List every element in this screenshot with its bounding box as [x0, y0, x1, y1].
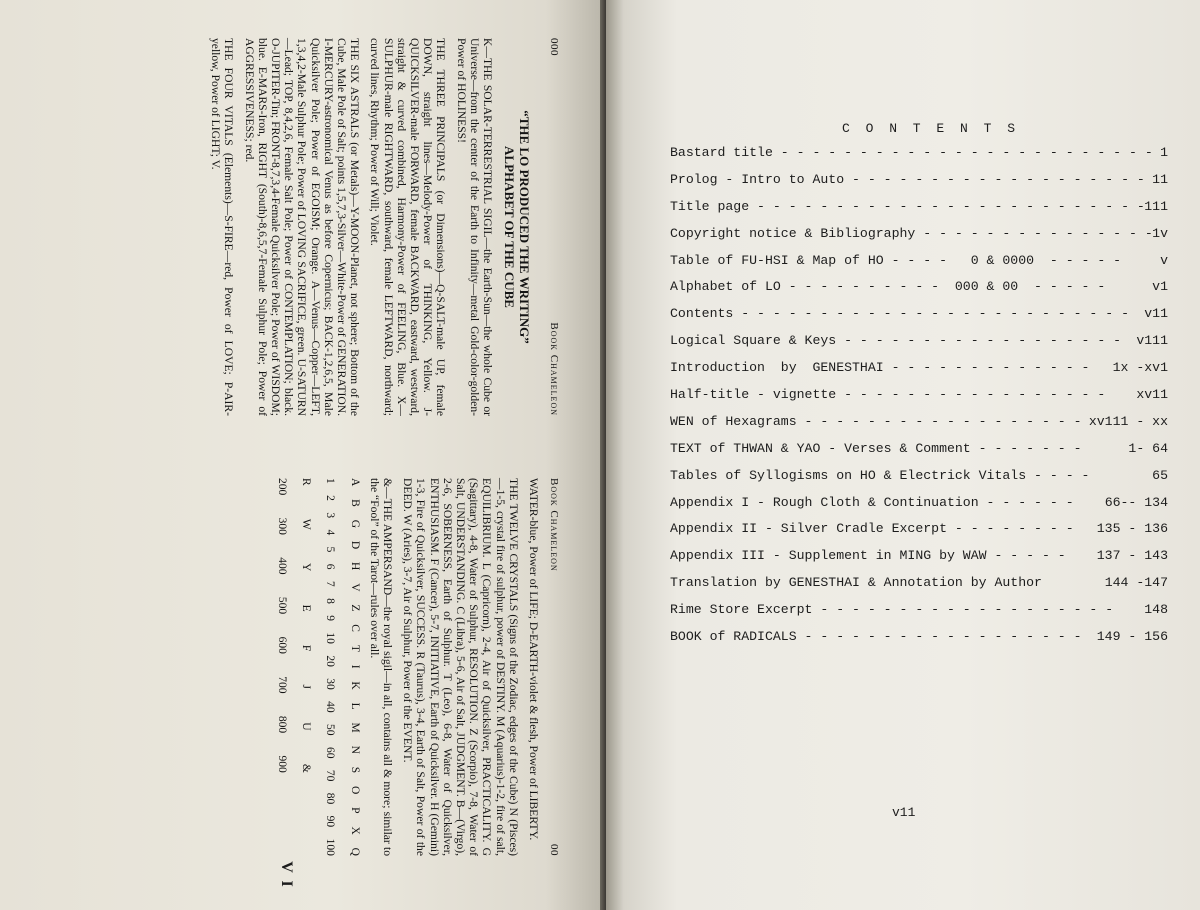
contents-entry-title: BOOK of RADICALS - - - - - - - - - - - - - - - - - - [670, 629, 1082, 645]
paragraph-three-principals: THE THREE PRINCIPALS (or Dimensions)—Q-SALT-male UP, female DOWN, straight lines—Melody-Power of THINKING, Yellow. J-QUICKSILVER-male FORWARD, female BACKWARD, eastward, westward, straight & curved combined, Harmony-Power of FEELING, Blue. X—SULPHUR-male RIGHTWARD, southward, female LEFTWARD, northward; curved lines, Rhythm; Power of Will; Violet. [368, 38, 448, 416]
contents-entry [670, 355, 1170, 382]
alphabet-cell: 20 [324, 655, 337, 667]
contents-entry-page: 1v [1152, 225, 1168, 241]
contents-entry-page: 1x -xv1 [1112, 360, 1168, 376]
contents-entry-title: Copyright notice & Bibliography - - - - - - - - - - - - - - - [670, 225, 1153, 241]
alphabet-cell: 800 [275, 715, 288, 734]
chapter-title-line-2: ALPHABET OF THE CUBE [502, 146, 517, 308]
alphabet-cell: 8 [324, 598, 337, 604]
contents-entry [670, 328, 1170, 355]
folio-top-left: 000 [548, 38, 560, 56]
alphabet-cell: 4 [324, 529, 337, 536]
contents-entry-page: v [1160, 252, 1168, 268]
contents-entry-title: Prolog - Intro to Auto - - - - - - - - - - - - - - - - - - - [670, 171, 1145, 187]
right-column [30, 478, 560, 856]
contents-entry-page: 137 - 143 [1096, 548, 1168, 564]
contents-entry [670, 436, 1170, 463]
alphabet-cell: 1 [324, 478, 337, 484]
contents-entry-title: Appendix III - Supplement in MING by WAW - - - - - [670, 548, 1066, 564]
contents-entry-page: v111 [1136, 333, 1168, 349]
contents-entry-title: Appendix I - Rough Cloth & Continuation - - - - - - [670, 494, 1074, 510]
contents-entry [670, 463, 1170, 490]
right-page-folio: v11 [892, 805, 916, 820]
paragraph-water-earth: WATER-blue, Power of LIFE; D-EARTH-violet & flesh, Power of LIBERTY. [527, 478, 540, 841]
contents-entry [670, 543, 1170, 570]
alphabet-cell: D [348, 540, 361, 550]
alphabet-cell: 6 [324, 563, 337, 570]
contents-entry [670, 221, 1170, 248]
contents-entry [670, 490, 1170, 517]
alphabet-cell: I [348, 664, 361, 669]
alphabet-cell: 600 [275, 636, 288, 654]
alphabet-cell: L [348, 702, 361, 710]
paragraph-four-vitals: THE FOUR VITALS (Elements)—S-FIRE—red, Power of LOVE; P-AIR-yellow, Power of LIGHT; V. [209, 38, 236, 416]
contents-entry-title: Introduction by GENESTHAI - - - - - - - - - - - - - [670, 360, 1090, 376]
alphabet-cell: 30 [324, 678, 337, 690]
contents-entry-page: v11 [1144, 306, 1168, 322]
running-head-left [540, 38, 560, 416]
alphabet-cell: Y [300, 563, 313, 572]
running-title-right: Book Chameleon [548, 478, 560, 572]
contents-entry [670, 570, 1170, 597]
contents-entry-title: TEXT of THWAN & YAO - Verses & Comment - - - - - - - [670, 440, 1082, 456]
rotated-text-block [30, 38, 560, 878]
contents-entry-page: 144 -147 [1104, 575, 1168, 591]
alphabet-cell: 5 [324, 546, 337, 553]
alphabet-cell: M [348, 722, 361, 733]
alphabet-cell: U [300, 722, 313, 731]
paragraph-six-astrals: THE SIX ASTRALS (or Metals)—Y-MOON-Planet, not sphere; Bottom of the Cube, Male Pole of Salt; points 1,5,7,3-Silver—White-Power of GENERATION. I-MERCURY-astronomical Venus as before Copernicus; BACK-1,2,6,5, Male Quicksilver Pole; Power of EGOISM; Orange. A—Venus—Copper—LEFT, 1,3,4,2-Male Sulphur Pole; Power of LOVING SACRIFICE, green. U-SATURN—Lead; TOP, 8,4,2,6, Female Salt Pole; Power of CONTEMPLATION; black. O-JUPITER-Tin; FRONT-8,7,3,4-Female Quicksilver Pole; Power of WISDOM; blue. E-MARS-Iron, RIGHT (South)-8,6,5,7-Female Sulphur Pole; Power of AGGRESSIVENESS; red. [242, 38, 362, 416]
alphabet-cell: 60 [324, 746, 337, 759]
alphabet-row-letters-2 [299, 478, 312, 773]
contents-entry [670, 382, 1170, 409]
contents-entry [670, 274, 1170, 301]
alphabet-cell: S [348, 766, 361, 774]
contents-entry-page: 135 - 136 [1096, 521, 1168, 537]
alphabet-cell: 100 [324, 838, 337, 856]
alphabet-cell: 90 [324, 815, 337, 828]
contents-list [670, 140, 1170, 651]
alphabet-row-numbers-1 [323, 478, 336, 856]
alphabet-cell: 400 [275, 557, 288, 575]
running-title-left: Book Chameleon [548, 322, 560, 416]
alphabet-cell: 500 [275, 596, 288, 615]
contents-entry-title: Tables of Syllogisms on HO & Electrick Vitals - - - - [670, 467, 1090, 483]
alphabet-cell: T [348, 644, 361, 652]
left-page-folio: V I [277, 861, 295, 889]
alphabet-cell: H [348, 562, 361, 571]
contents-entry-title: Title page - - - - - - - - - - - - - - - - - - - - - - - - - [670, 198, 1145, 214]
contents-page [606, 0, 1200, 910]
alphabet-cell: V [348, 583, 361, 592]
alphabet-cell: C [348, 624, 361, 632]
contents-entry-page: 111 [1144, 198, 1168, 214]
chapter-title [502, 38, 532, 416]
contents-entry-title: Translation by GENESTHAI & Annotation by Author [670, 575, 1042, 591]
paragraph-ampersand: &—THE AMPERSAND—the royal sigil—in all, contains all & more; similar to the “Fool” of the Tarot—rules over all. [367, 478, 394, 856]
contents-entry [670, 194, 1170, 221]
contents-entry [670, 597, 1170, 624]
alphabet-cell: K [348, 681, 361, 690]
contents-entry-page: 1- 64 [1128, 440, 1168, 456]
folio-top-right: 00 [548, 844, 560, 856]
alphabet-cell: 200 [275, 478, 288, 496]
contents-entry-page: xv111 - xx [1088, 413, 1168, 429]
alphabet-cell: 50 [324, 724, 337, 736]
alphabet-cell: Q [348, 847, 361, 856]
alphabet-cell: 80 [324, 792, 337, 805]
contents-entry-page: 11 [1152, 171, 1168, 187]
alphabet-cell: Z [348, 604, 361, 612]
contents-entry-title: Appendix II - Silver Cradle Excerpt - - - - - - - - [670, 521, 1074, 537]
contents-entry-page: 149 - 156 [1096, 629, 1168, 645]
contents-entry-page: 65 [1152, 467, 1168, 483]
alphabet-cell: 40 [324, 701, 337, 713]
alphabet-row-numbers-2 [275, 478, 288, 773]
contents-entry-title: Logical Square & Keys - - - - - - - - - - - - - - - - - - [670, 333, 1122, 349]
alphabet-cell: & [300, 763, 313, 773]
alphabet-cell: G [348, 519, 361, 529]
alphabet-cell: N [348, 745, 361, 754]
contents-entry-title: Contents - - - - - - - - - - - - - - - - - - - - - - - - - [670, 306, 1129, 322]
alphabet-cell: 700 [275, 676, 288, 694]
alphabet-cell: J [300, 684, 313, 690]
running-head-right [540, 478, 560, 856]
chapter-title-line-1: “THE LO PRODUCED THE WRITING” [517, 110, 532, 344]
contents-entry-page: 1 [1160, 145, 1168, 160]
contents-entry [670, 140, 1170, 167]
contents-entry [670, 301, 1170, 328]
paragraph-solar-sigil: K—THE SOLAR-TERRESTRIAL SIGIL—the Earth-Sun—the whole Cube or Universe—from the center of the Earth to Infinity—metal Gold-color-golden-Power of HOLINESS! [454, 38, 494, 416]
contents-entry-title: Alphabet of LO - - - - - - - - - - 000 & 00 - - - - - [670, 279, 1106, 295]
contents-title: C O N T E N T S [842, 121, 1020, 136]
contents-entry-title: Half-title - vignette - - - - - - - - - - - - - - - - - [670, 387, 1106, 403]
alphabet-cell: W [300, 518, 313, 530]
alphabet-cell: 300 [275, 517, 288, 535]
alphabet-cell: 2 [324, 495, 337, 501]
contents-entry-title: Rime Store Excerpt - - - - - - - - - - - - - - - - - - - [670, 602, 1114, 618]
alphabet-cell: F [300, 644, 313, 652]
alphabet-cell: 7 [324, 580, 337, 587]
contents-entry [670, 248, 1170, 275]
contents-entry [670, 624, 1170, 651]
alphabet-cell: 70 [324, 769, 337, 782]
alphabet-cell: A [348, 478, 361, 487]
contents-entry-page: 66-- 134 [1104, 494, 1168, 510]
contents-entry-page: xv11 [1136, 387, 1168, 403]
alphabet-cell: X [348, 826, 361, 835]
alphabet-row-letters-1 [347, 478, 360, 856]
left-column [30, 38, 560, 416]
contents-entry-page: v1 [1152, 279, 1168, 295]
contents-entry [670, 167, 1170, 194]
alphabet-cell: R [300, 478, 313, 486]
alphabet-cell: 900 [275, 755, 288, 773]
alphabet-cell: 9 [324, 615, 337, 621]
alphabet-cell: 3 [324, 512, 337, 519]
alphabet-table [275, 478, 361, 856]
alphabet-cell: 10 [324, 632, 337, 644]
contents-entry [670, 409, 1170, 436]
contents-entry-title: Table of FU-HSI & Map of HO - - - - 0 & 0000 - - - - - [670, 252, 1122, 268]
contents-entry-title: Bastard title - - - - - - - - - - - - - - - - - - - - - - - - [670, 145, 1153, 160]
contents-entry-title: WEN of Hexagrams - - - - - - - - - - - - - - - - - - [670, 413, 1082, 429]
alphabet-cell: P [348, 807, 361, 814]
contents-entry [670, 516, 1170, 543]
alphabet-cell: E [300, 604, 313, 612]
paragraph-twelve-crystals: THE TWELVE CRYSTALS (Signs of the Zodiac, edges of the Cube) N (Pisces)—1-5, crystal fire of sulphur, power of DESTINY. M (Aquarius)-1-2, fire of salt, EQUILIBRIUM. L (Capricorn), 2-4, Air of Quicksilver, PRACTICALITY. G (Sagittary), 4-8, Water of Sulphur, RESOLUTION. Z (Scorpio), 7-8, Water of Salt, UNDERSTANDING. C (Libra), 5-6, Air of Salt, JUDGMENT. B—(Virgo), 2-6, SOBERNESS, Earth of Sulphur. T (Leo), 6-8, Water of Quicksilver, ENTHUSIASM. F (Cancer), 5-7, INITIATIVE, Earth of Quicksilver. H (Gemini) 1-3, Fire of Quicksilver, SUCCESS. R (Taurus), 3-4, Earth of Salt, Power of the DEED. W (Aries), 3-7, Air of Sulphur, Power of the EVENT. [401, 478, 520, 856]
right-page [606, 0, 1200, 910]
alphabet-cell: O [348, 786, 361, 795]
contents-entry-page: 148 [1144, 602, 1168, 618]
alphabet-cell: B [348, 499, 361, 507]
